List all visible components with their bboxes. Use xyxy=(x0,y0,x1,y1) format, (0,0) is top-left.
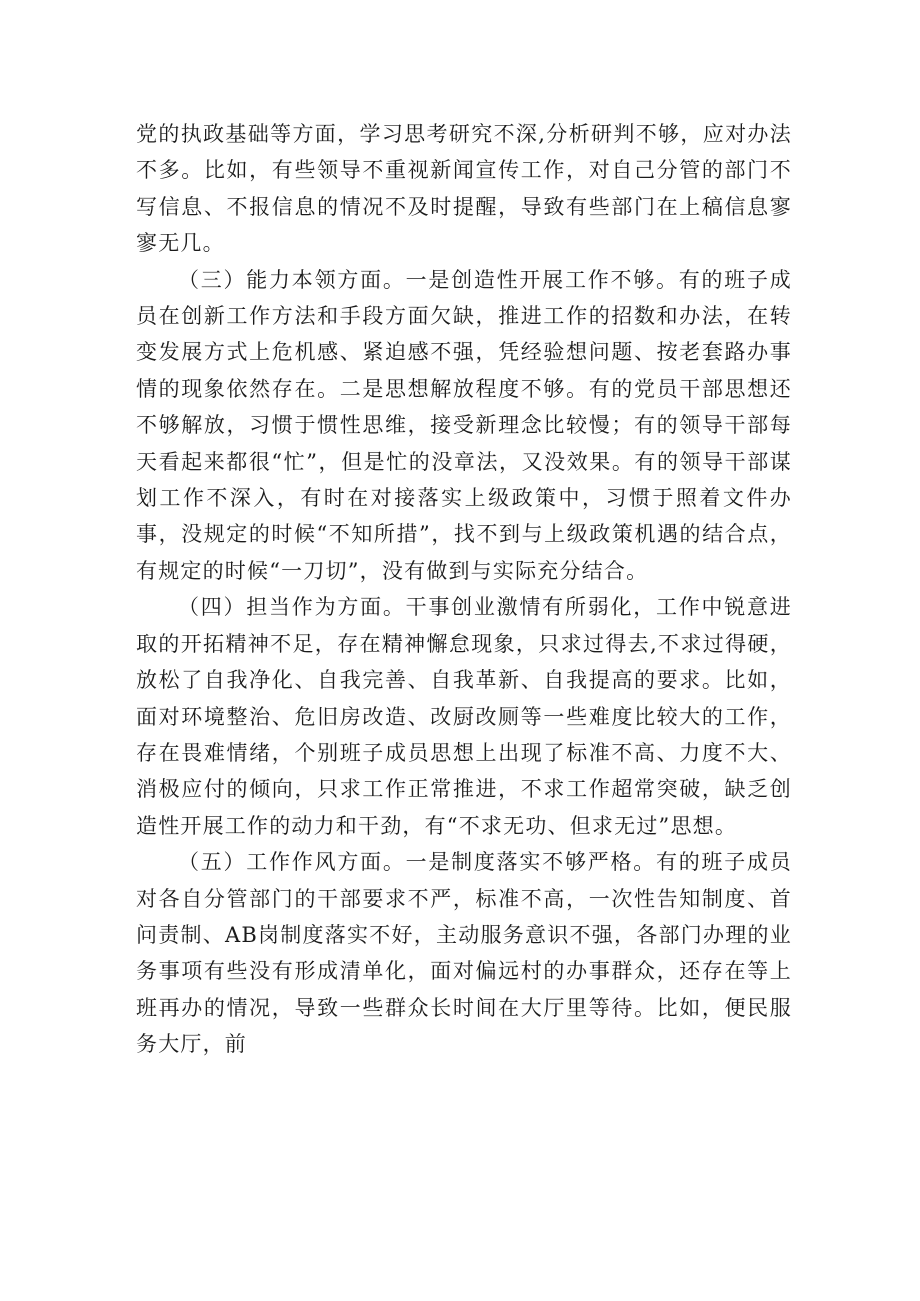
paragraph-continuation: 党的执政基础等方面，学习思考研究不深,分析研判不够，应对办法不多。比如，有些领导不重视新闻宣传工作，对自己分管的部门不写信息、不报信息的情况不及时提醒，导致有些部门在上稿信息寥寥无几。 xyxy=(136,122,792,256)
paragraph-work-style: （五）工作作风方面。一是制度落实不够严格。有的班子成员对各自分管部门的干部要求不严，标准不高，一次性告知制度、首问责制、AB岗制度落实不好，主动服务意识不强，各部门办理的业务事项有些没有形成清单化，面对偏远村的办事群众，还存在等上班再办的情况，导致一些群众长时间在大厅里等待。比如，便民服务大厅，前 xyxy=(136,850,792,1057)
paragraph-responsibility: （四）担当作为方面。干事创业激情有所弱化，工作中锐意进取的开拓精神不足，存在精神懈怠现象，只求过得去,不求过得硬，放松了自我净化、自我完善、自我革新、自我提高的要求。比如，面对环境整治、危旧房改造、改厨改厕等一些难度比较大的工作，存在畏难情绪，个别班子成员思想上出现了标准不高、力度不大、消极应付的倾向，只求工作正常推进，不求工作超常突破，缺乏创造性开展工作的动力和干劲，有“不求无功、但求无过”思想。 xyxy=(136,595,792,838)
paragraph-ability: （三）能力本领方面。一是创造性开展工作不够。有的班子成员在创新工作方法和手段方面欠缺，推进工作的招数和办法，在转变发展方式上危机感、紧迫感不强，凭经验想问题、按老套路办事情的现象依然存在。二是思想解放程度不够。有的党员干部思想还不够解放，习惯于惯性思维，接受新理念比较慢；有的领导干部每天看起来都很“忙”，但是忙的没章法，又没效果。有的领导干部谋划工作不深入，有时在对接落实上级政策中，习惯于照着文件办事，没规定的时候“不知所措”，找不到与上级政策机遇的结合点，有规定的时候“一刀切”，没有做到与实际充分结合。 xyxy=(136,267,792,583)
document-body xyxy=(136,116,792,1063)
